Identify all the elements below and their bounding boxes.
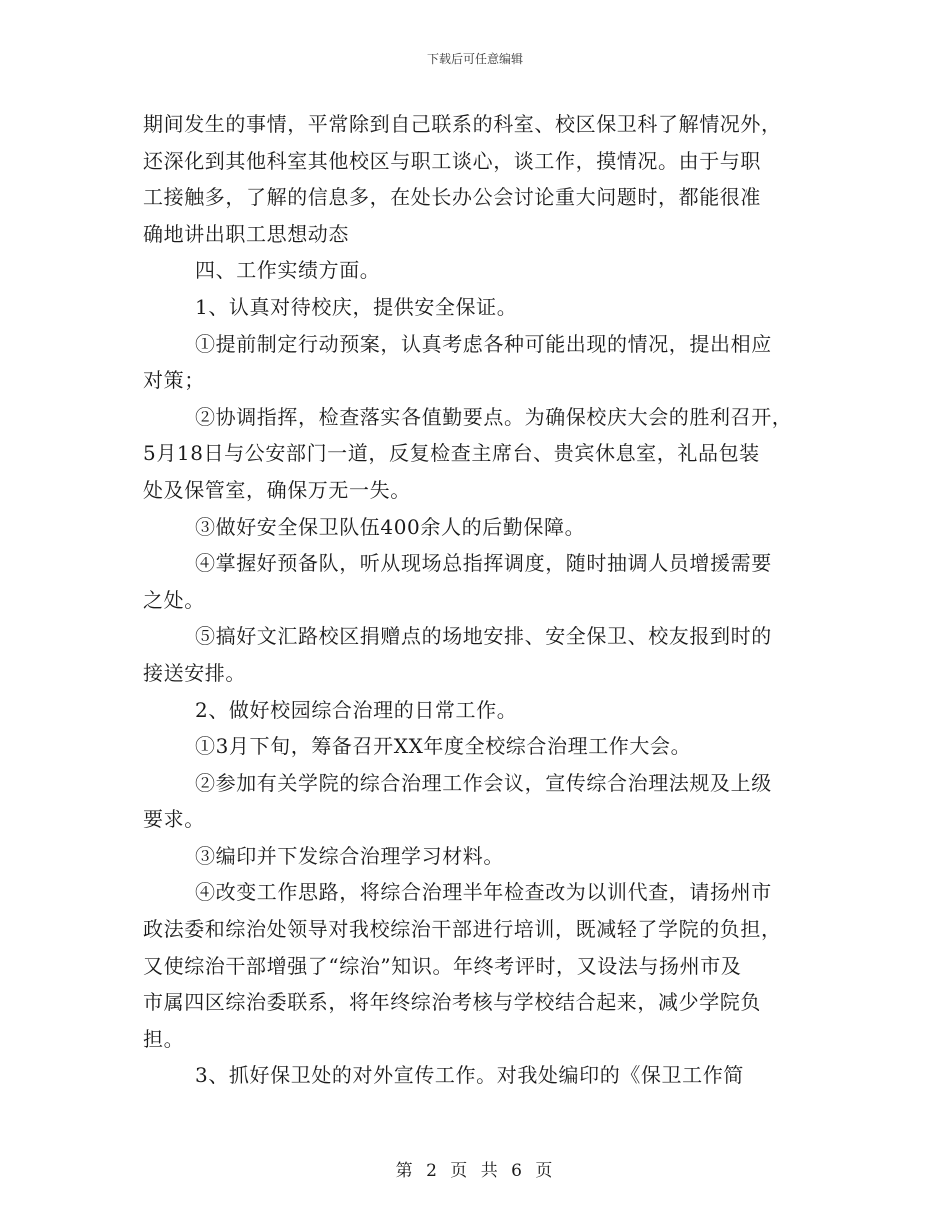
text-line: ④掌握好预备队，听从现场总指挥调度，随时抽调人员增援需要 [195,551,772,576]
text-line: ②协调指挥，检查落实各值勤要点。为确保校庆大会的胜利召开， [195,404,793,429]
text-line: ②参加有关学院的综合治理工作会议，宣传综合治理法规及上级 [195,770,772,795]
text-line: ④改变工作思路，将综合治理半年检查改为以训代查，请扬州市 [195,880,772,905]
text-line: 四、工作实绩方面。 [195,258,381,283]
page-footer: 第 2 页 共 6 页 [395,1161,555,1181]
text-line: 5月18日与公安部门一道，反复检查主席台、贵宾休息室，礼品包装 [143,441,760,466]
page-header: 下载后可任意编辑 [426,52,523,66]
text-line: 2、做好校园综合治理的日常工作。 [195,697,518,722]
text-line: 要求。 [143,807,205,832]
text-line: 3、抓好保卫处的对外宣传工作。对我处编印的《保卫工作简 [195,1063,744,1088]
text-line: 接送安排。 [143,660,246,685]
text-line: 工接触多，了解的信息多，在处长办公会讨论重大问题时，都能很准 [143,185,761,210]
text-line: 期间发生的事情，平常除到自己联系的科室、校区保卫科了解情况外， [143,112,782,136]
text-line: 1、认真对待校庆，提供安全保证。 [195,294,518,319]
text-line: ⑤搞好文汇路校区捐赠点的场地安排、安全保卫、校友报到时的 [195,624,772,649]
document-body [143,106,823,1094]
text-line: 担。 [143,1026,185,1051]
text-line: 又使综治干部增强了“综治”知识。年终考评时，又设法与扬州市及 [143,953,742,978]
text-line: ①提前制定行动预案，认真考虑各种可能出现的情况，提出相应 [195,331,772,356]
text-line: 处及保管室，确保万无一失。 [143,477,411,502]
text-line: ①3月下旬，筹备召开XX年度全校综合治理工作大会。 [195,734,692,759]
text-line: 确地讲出职工思想动态 [143,221,349,246]
text-line: 政法委和综治处领导对我校综治干部进行培训，既减轻了学院的负担， [143,917,782,942]
text-line: 还深化到其他科室其他校区与职工谈心，谈工作，摸情况。由于与职 [143,148,761,173]
text-line: 市属四区综治委联系，将年终综治考核与学校结合起来，减少学院负 [143,990,761,1015]
text-line: 对策； [143,368,205,393]
text-line: ③编印并下发综合治理学习材料。 [195,843,504,868]
text-line: 之处。 [143,587,205,612]
text-line: ③做好安全保卫队伍400余人的后勤保障。 [195,514,586,539]
